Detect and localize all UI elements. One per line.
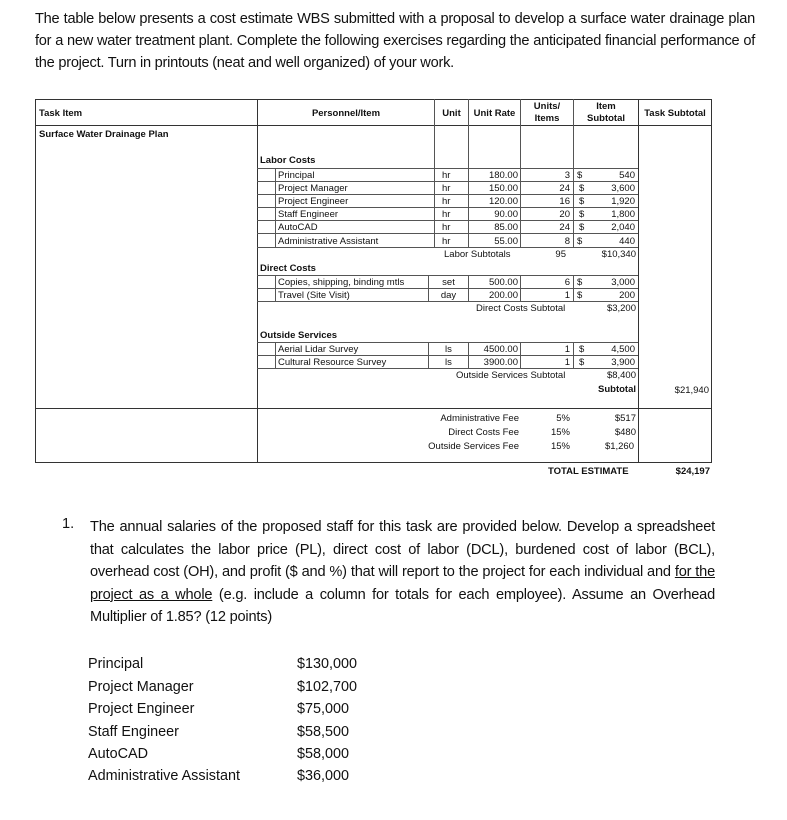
item-rate: 150.00 <box>488 183 518 194</box>
fee-value: $1,260 <box>604 441 634 452</box>
item-qty: 24 <box>559 183 570 194</box>
item-subtotal: 1,920 <box>611 196 635 207</box>
labor-grid-top <box>257 168 638 169</box>
fee-label: Direct Costs Fee <box>448 427 519 438</box>
item-rate: 500.00 <box>488 277 518 288</box>
header-unit: Unit <box>442 108 461 119</box>
item-subtotal: 3,600 <box>611 183 635 194</box>
labor-grid-r2 <box>257 194 638 195</box>
item-qty: 16 <box>559 196 570 207</box>
item-currency: $ <box>577 236 583 247</box>
table-border-bottom <box>35 462 712 463</box>
outside-grid-indent <box>275 342 276 368</box>
item-rate: 4500.00 <box>483 344 518 355</box>
item-unit: day <box>440 290 457 301</box>
outside-grid-bottom <box>257 368 638 369</box>
item-name: Principal <box>278 170 315 181</box>
direct-grid-qty <box>520 275 521 301</box>
item-qty: 1 <box>564 344 570 355</box>
item-name: Copies, shipping, binding mtls <box>278 277 405 288</box>
salary-amount: $58,500 <box>297 724 350 740</box>
header-item-subtotal-l2: Subtotal <box>587 113 625 124</box>
labor-grid-r1 <box>257 181 638 182</box>
fee-value: $480 <box>614 427 636 438</box>
salary-role: Administrative Assistant <box>88 768 240 784</box>
fee-pct: 5% <box>556 413 570 424</box>
item-name: Cultural Resource Survey <box>278 357 387 368</box>
task-subtotal-value: $21,940 <box>674 385 709 396</box>
item-name: Project Manager <box>278 183 348 194</box>
header-units-items-l1: Units/ <box>533 101 561 112</box>
salary-amount: $102,700 <box>297 679 358 695</box>
item-qty: 1 <box>564 357 570 368</box>
item-rate: 180.00 <box>488 170 518 181</box>
item-name: Project Engineer <box>278 196 349 207</box>
outside-grid-top <box>257 342 638 343</box>
salary-amount: $36,000 <box>297 768 350 784</box>
item-name: Travel (Site Visit) <box>278 290 350 301</box>
salary-amount: $130,000 <box>297 656 358 672</box>
item-name: Administrative Assistant <box>278 236 379 247</box>
outside-grid-unit <box>428 342 429 368</box>
labor-grid-sub <box>573 161 574 248</box>
item-qty: 1 <box>564 290 570 301</box>
item-subtotal: 200 <box>619 290 635 301</box>
item-subtotal: 540 <box>619 170 635 181</box>
item-unit: ls <box>445 357 452 368</box>
labor-grid-indent <box>275 168 276 248</box>
header-units-items-l2: Items <box>534 113 560 124</box>
item-name: Staff Engineer <box>278 209 339 220</box>
item-unit: hr <box>442 222 451 233</box>
item-unit: hr <box>442 170 451 181</box>
labor-grid-unit <box>434 161 435 248</box>
fee-divider <box>35 408 712 409</box>
header-task-subtotal: Task Subtotal <box>644 108 706 119</box>
salary-role: AutoCAD <box>88 746 148 762</box>
labor-costs-heading: Labor Costs <box>260 155 316 166</box>
item-subtotal: 1,800 <box>611 209 635 220</box>
outside-services-heading: Outside Services <box>260 330 338 341</box>
item-currency: $ <box>579 183 585 194</box>
question-text <box>90 516 715 629</box>
outside-grid-mid <box>257 355 638 356</box>
salary-amount: $75,000 <box>297 701 350 717</box>
fee-label: Administrative Fee <box>440 413 519 424</box>
labor-subtotal-value: $10,340 <box>601 249 636 260</box>
direct-grid-top <box>257 275 638 276</box>
item-qty: 8 <box>564 236 570 247</box>
salary-role: Project Manager <box>88 679 194 695</box>
header-task-item: Task Item <box>39 108 83 119</box>
direct-costs-heading: Direct Costs <box>260 263 316 274</box>
header-divider <box>35 125 712 126</box>
header-item-subtotal-l1: Item <box>596 101 616 112</box>
item-name: Aerial Lidar Survey <box>278 344 359 355</box>
item-qty: 20 <box>559 209 570 220</box>
item-unit: hr <box>442 183 451 194</box>
salary-role: Staff Engineer <box>88 724 179 740</box>
col-line-task-subtotal <box>638 99 639 463</box>
item-currency: $ <box>579 344 585 355</box>
intro-paragraph: The table below presents a cost estimate WBS submitted with a proposal to develop a surface water drainage plan for a new water treatment plant. Complete the following exercises regarding the anticipated financial performance of the project. Turn in printouts (neat and well organized) of your work. <box>35 11 755 71</box>
item-subtotal: 3,900 <box>611 357 635 368</box>
fee-pct: 15% <box>550 427 570 438</box>
labor-grid-qty <box>520 161 521 248</box>
header-unit-rate: Unit Rate <box>473 108 516 119</box>
item-qty: 24 <box>559 222 570 233</box>
item-unit: hr <box>442 196 451 207</box>
salary-role: Project Engineer <box>88 701 195 717</box>
direct-grid-mid <box>257 288 638 289</box>
direct-subtotal-label: Direct Costs Subtotal <box>476 303 566 314</box>
outside-grid-rate <box>468 342 469 368</box>
item-rate: 85.00 <box>494 222 518 233</box>
direct-grid-rate <box>468 275 469 301</box>
item-currency: $ <box>579 209 585 220</box>
fee-value: $517 <box>614 413 636 424</box>
item-subtotal: 440 <box>619 236 635 247</box>
item-currency: $ <box>577 290 583 301</box>
labor-subtotal-label: Labor Subtotals <box>444 249 511 260</box>
labor-grid-r5 <box>257 233 638 234</box>
item-rate: 200.00 <box>488 290 518 301</box>
item-currency: $ <box>577 170 583 181</box>
salary-amount: $58,000 <box>297 746 350 762</box>
direct-grid-bottom <box>257 301 638 302</box>
item-currency: $ <box>577 277 583 288</box>
question-text-b: (e.g. include a column for totals for each employee). Assume an Overhead Multiplier of 1.85? (12 points) <box>90 586 716 625</box>
item-unit: hr <box>442 236 451 247</box>
outside-subtotal-value: $8,400 <box>606 370 636 381</box>
item-rate: 3900.00 <box>483 357 518 368</box>
fee-label: Outside Services Fee <box>428 441 519 452</box>
task-name: Surface Water Drainage Plan <box>39 129 169 140</box>
header-personnel-item: Personnel/Item <box>311 108 381 119</box>
item-qty: 6 <box>564 277 570 288</box>
col-line-personnel <box>257 99 258 463</box>
item-unit: hr <box>442 209 451 220</box>
outside-subtotal-label: Outside Services Subtotal <box>456 370 566 381</box>
outside-grid-qty <box>520 342 521 368</box>
table-border-top <box>35 99 712 100</box>
labor-grid-r4 <box>257 220 638 221</box>
question-number: 1. <box>62 516 75 532</box>
total-estimate-value: $24,197 <box>675 466 710 477</box>
question-text-a: The annual salaries of the proposed staff for this task are provided below. Develop a spreadsheet that calculates the labor price (PL), direct cost of labor (DCL), burdened cost of labor (BCL), overhead cost (OH), and profit ($ and %) that will report to the project for each individual and <box>90 519 715 580</box>
item-unit: set <box>442 277 455 288</box>
direct-subtotal-value: $3,200 <box>606 303 636 314</box>
labor-grid-rate <box>468 161 469 248</box>
item-qty: 3 <box>564 170 570 181</box>
total-estimate-label: TOTAL ESTIMATE <box>548 466 629 477</box>
salary-role: Principal <box>88 656 144 672</box>
item-currency: $ <box>579 196 585 207</box>
labor-grid-bottom <box>257 247 638 248</box>
item-name: AutoCAD <box>278 222 318 233</box>
labor-subtotal-qty: 95 <box>555 249 566 260</box>
item-currency: $ <box>579 222 585 233</box>
labor-grid-r3 <box>257 207 638 208</box>
direct-grid-indent <box>275 275 276 301</box>
item-rate: 120.00 <box>488 196 518 207</box>
direct-grid-sub <box>573 275 574 301</box>
item-unit: ls <box>445 344 452 355</box>
fee-pct: 15% <box>550 441 570 452</box>
item-rate: 55.00 <box>494 236 518 247</box>
question-text-underlined: for the project as a whole <box>90 564 715 603</box>
item-currency: $ <box>579 357 585 368</box>
outside-grid-sub <box>573 342 574 368</box>
item-subtotal: 3,000 <box>611 277 635 288</box>
item-subtotal: 2,040 <box>611 222 635 233</box>
subtotal-label: Subtotal <box>598 384 636 395</box>
item-rate: 90.00 <box>494 209 518 220</box>
item-subtotal: 4,500 <box>611 344 635 355</box>
